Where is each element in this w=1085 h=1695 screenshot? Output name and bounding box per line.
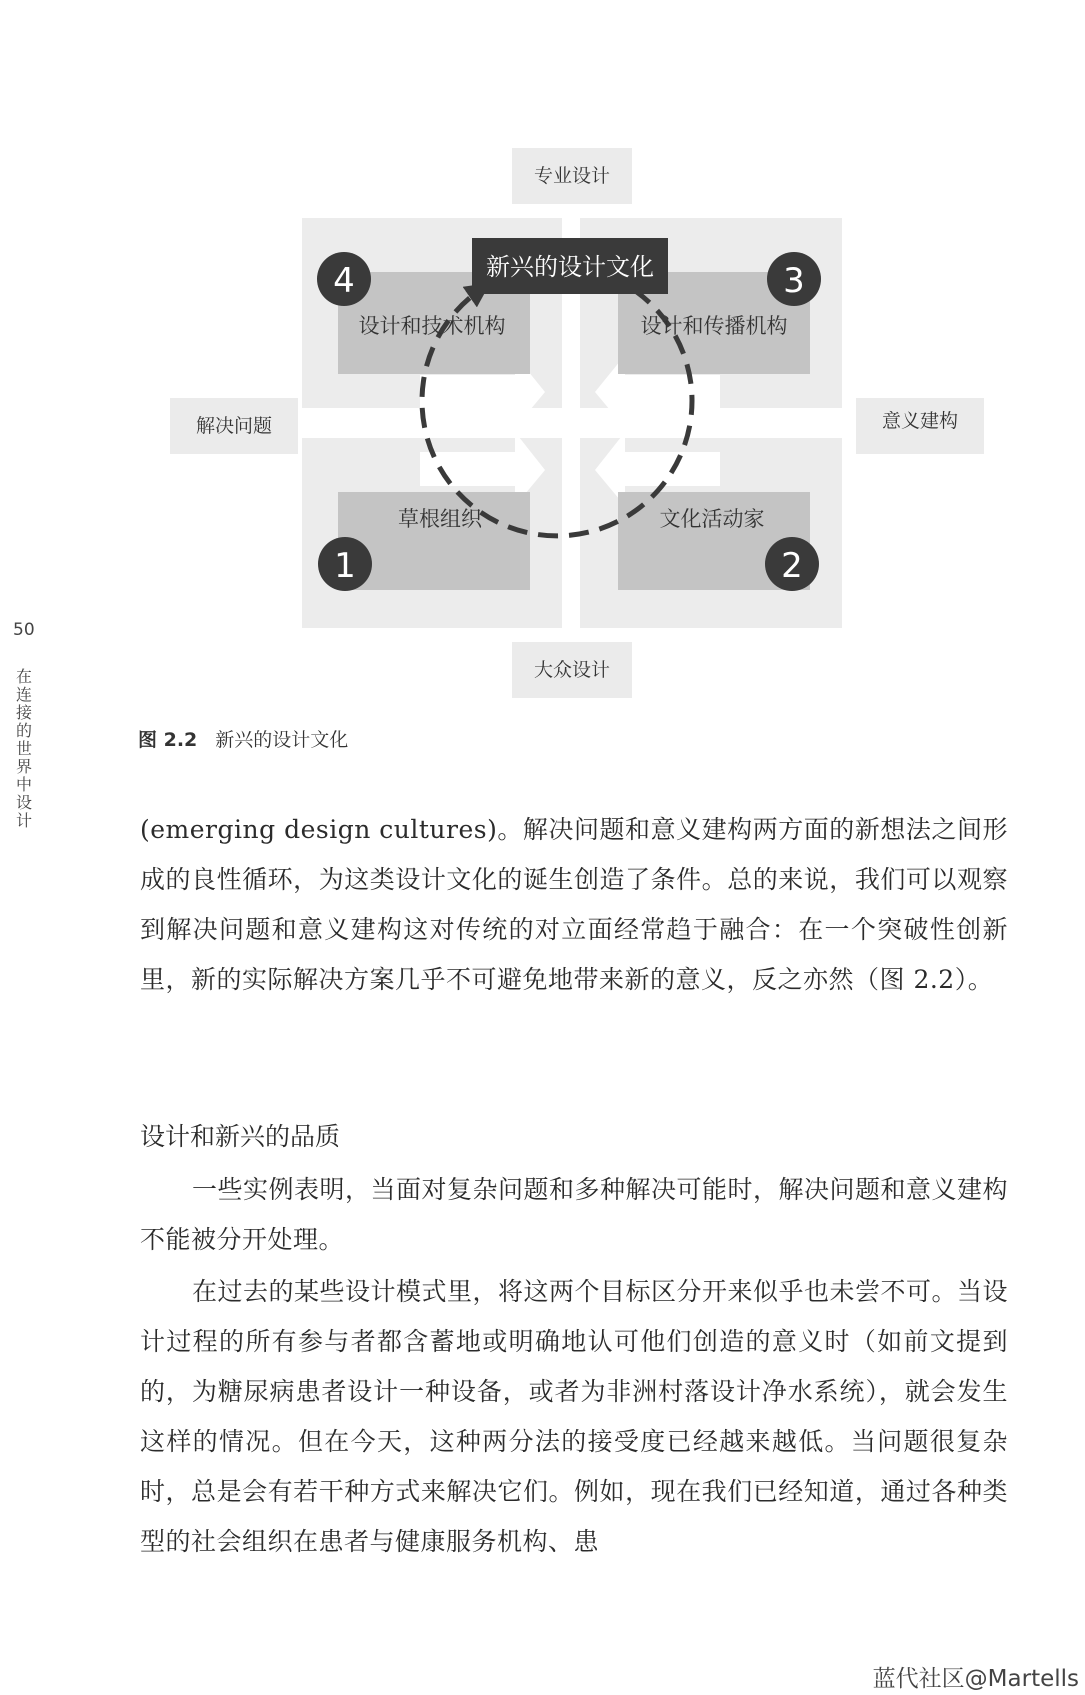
axis-right-label: 意义建构 — [881, 410, 959, 432]
section-heading: 设计和新兴的品质 — [140, 1122, 341, 1151]
quadrant-number-2 — [765, 537, 819, 591]
body-paragraph-2-text: 一些实例表明，当面对复杂问题和多种解决可能时，解决问题和意义建构不能被分开处理。 — [140, 1175, 1009, 1254]
quadrant-number-1 — [318, 537, 372, 591]
figure-2-2-diagram — [0, 0, 1085, 720]
running-title: 在连接的世界中设计 — [16, 667, 33, 830]
axis-top-label: 专业设计 — [533, 165, 611, 187]
figure-caption — [138, 725, 348, 752]
figure-caption-title: 新兴的设计文化 — [215, 729, 349, 751]
axis-left-label: 解决问题 — [195, 415, 273, 437]
page-number: 50 — [13, 620, 35, 640]
body-paragraph-3 — [140, 1267, 1008, 1567]
quadrant-number-4-text: 4 — [333, 261, 355, 301]
body-paragraph-2 — [140, 1165, 1008, 1265]
quadrant-number-2-text: 2 — [781, 546, 803, 586]
watermark: 蓝代社区@Martells — [872, 1666, 1079, 1692]
quadrant-number-1-text: 1 — [334, 546, 356, 586]
body-paragraph-1 — [140, 805, 1008, 1005]
quadrant-number-4 — [317, 252, 371, 306]
quadrant-label-3: 设计和传播机构 — [640, 314, 788, 338]
body-paragraph-1-text: (emerging design cultures)。解决问题和意义建构两方面的新想法之间形成的良性循环，为这类设计文化的诞生创造了条件。总的来说，我们可以观察到解决问题和意义建构这对传统的对立面经常趋于融合：在一个突破性创新里，新的实际解决方案几乎不可避免地带来新的意义，反之亦然（图 2.2）。 — [140, 815, 1008, 994]
quadrant-label-1: 草根组织 — [398, 507, 482, 531]
quadrant-number-3 — [767, 252, 821, 306]
quadrant-label-2: 文化活动家 — [659, 507, 765, 531]
body-paragraph-3-text: 在过去的某些设计模式里，将这两个目标区分开来似乎也未尝不可。当设计过程的所有参与者都含蓄地或明确地认可他们创造的意义时（如前文提到的，为糖尿病患者设计一种设备，或者为非洲村落设计净水系统），就会发生这样的情况。但在今天，这种两分法的接受度已经越来越低。当问题很复杂时，总是会有若干种方式来解决它们。例如，现在我们已经知道，通过各种类型的社会组织在患者与健康服务机构、患 — [140, 1277, 1009, 1556]
quadrant-number-3-text: 3 — [783, 261, 805, 301]
axis-bottom-label: 大众设计 — [533, 659, 611, 681]
figure-caption-label: 图 2.2 — [138, 729, 198, 751]
quadrant-label-4: 设计和技术机构 — [358, 314, 506, 338]
center-label: 新兴的设计文化 — [486, 253, 654, 281]
